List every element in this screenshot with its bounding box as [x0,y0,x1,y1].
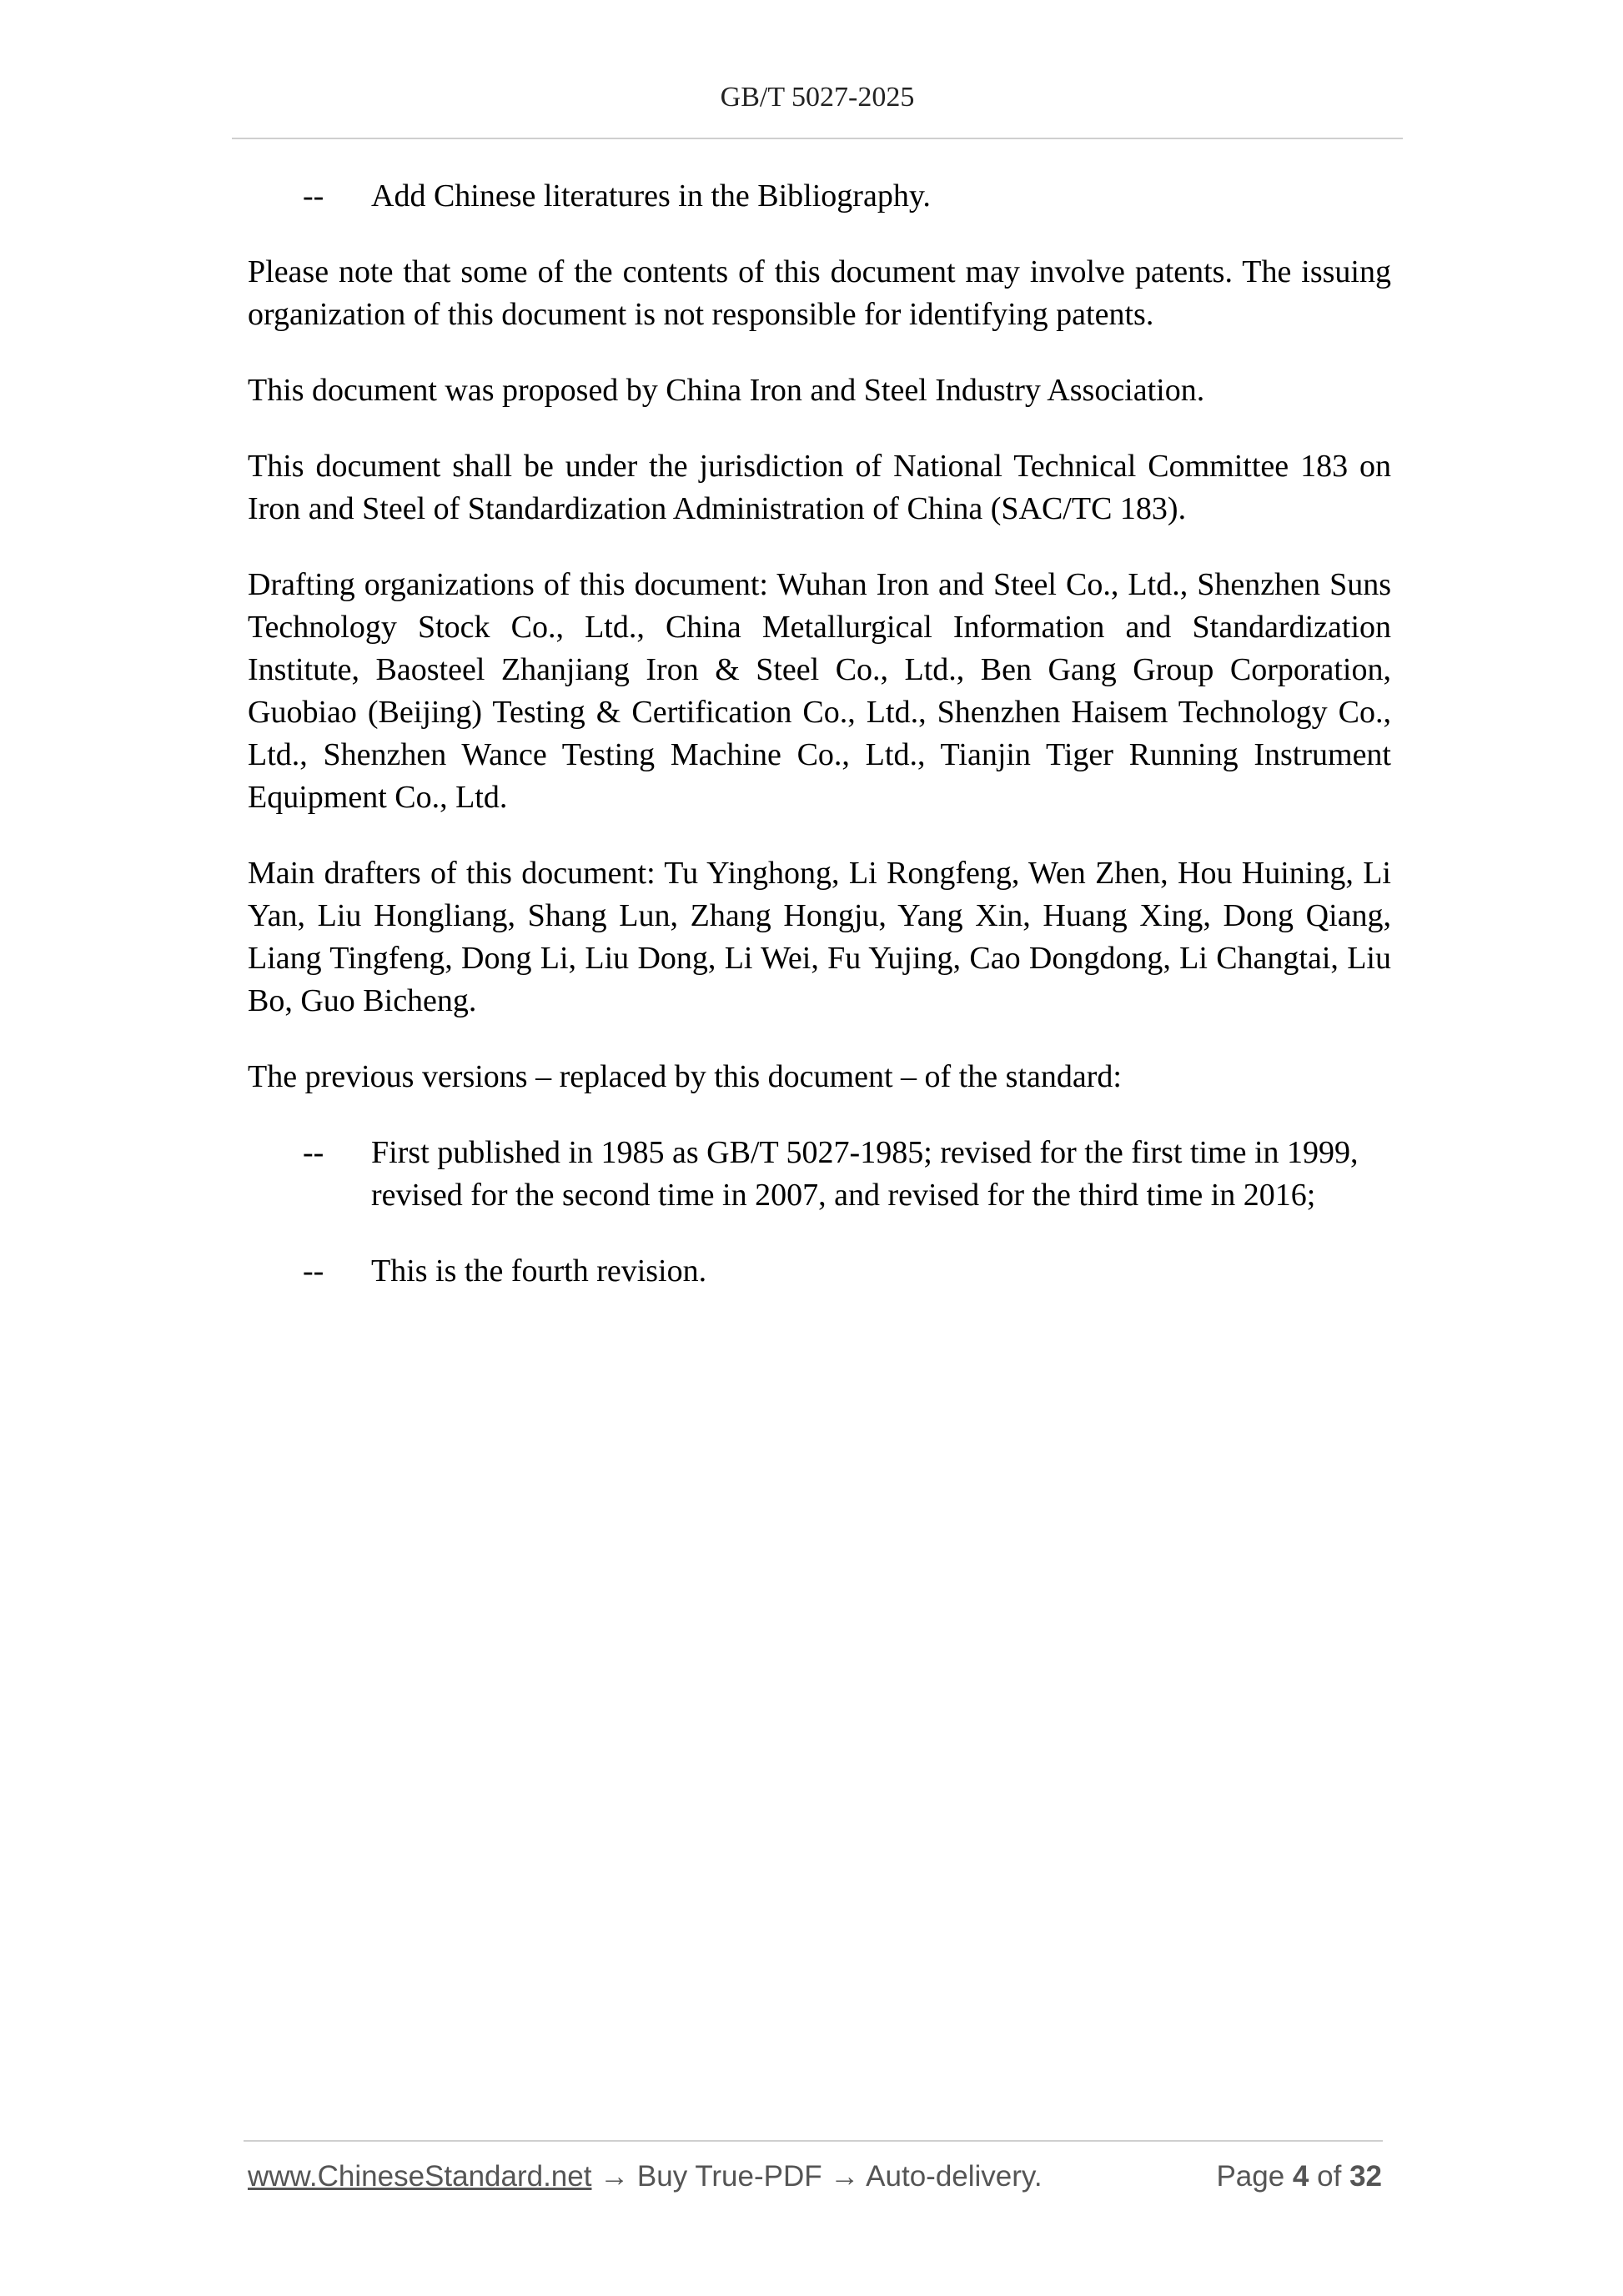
list-item-text: First published in 1985 as GB/T 5027-1985; revised for the first time in 1999, revised for the second time in 2007, and revised for the third time in 2016; [371,1135,1359,1213]
list-item [248,175,1391,218]
header-divider [232,138,1403,139]
page-word: Page [1216,2160,1285,2193]
website-link[interactable]: www.ChineseStandard.net [248,2160,592,2193]
list-item-text: Add Chinese literatures in the Bibliography. [371,178,931,214]
page-footer [248,2160,1382,2202]
list-item [248,1132,1391,1217]
total-page-count: 32 [1349,2160,1382,2193]
list-dash: -- [303,1135,324,1170]
current-page-number: 4 [1292,2160,1309,2193]
page-header: GB/T 5027-2025 [720,82,915,113]
page-number [1216,2160,1382,2193]
jurisdiction-paragraph: This document shall be under the jurisdiction of National Technical Committee 183 on Iron and Steel of Standardization Administration of China (SAC/TC 183). [248,449,1391,526]
list-item-text: This is the fourth revision. [371,1254,707,1289]
main-drafters-paragraph: Main drafters of this document: Tu Yinghong, Li Rongfeng, Wen Zhen, Hou Huining, Li Yan, Liu Hongliang, Shang Lun, Zhang Hongju, Yang Xin, Huang Xing, Dong Qiang, Liang Tingfeng, Dong Li, Liu Dong, Li Wei, Fu Yujing, Cao Dongdong, Li Changtai, Liu Bo, Guo Bicheng. [248,856,1391,1018]
document-body [248,175,1391,1326]
footer-promo [248,2160,1043,2193]
list-dash: -- [303,178,324,214]
drafting-organizations-paragraph: Drafting organizations of this document: Wuhan Iron and Steel Co., Ltd., Shenzhen Suns Technology Stock Co., Ltd., China Metallurgical Information and Standardization Institute, Baosteel Zhanjiang Iron & Steel Co., Ltd., Ben Gang Group Corporation, Guobiao (Beijing) Testing & Certification Co., Ltd., Shenzhen Haisem Technology Co., Ltd., Shenzhen Wance Testing Machine Co., Ltd., Tianjin Tiger Running Instrument Equipment Co., Ltd. [248,567,1391,815]
list-item [248,1250,1391,1293]
patent-notice-paragraph: Please note that some of the contents of this document may involve patents. The issuing organization of this document is not responsible for identifying patents. [248,254,1391,332]
proposer-paragraph: This document was proposed by China Iron and Steel Industry Association. [248,373,1205,408]
footer-divider [244,2140,1383,2142]
footer-promo-text: → Buy True-PDF → Auto-delivery. [591,2160,1043,2193]
previous-versions-paragraph: The previous versions – replaced by this document – of the standard: [248,1059,1122,1094]
of-word: of [1317,2160,1342,2193]
list-dash: -- [303,1254,324,1289]
